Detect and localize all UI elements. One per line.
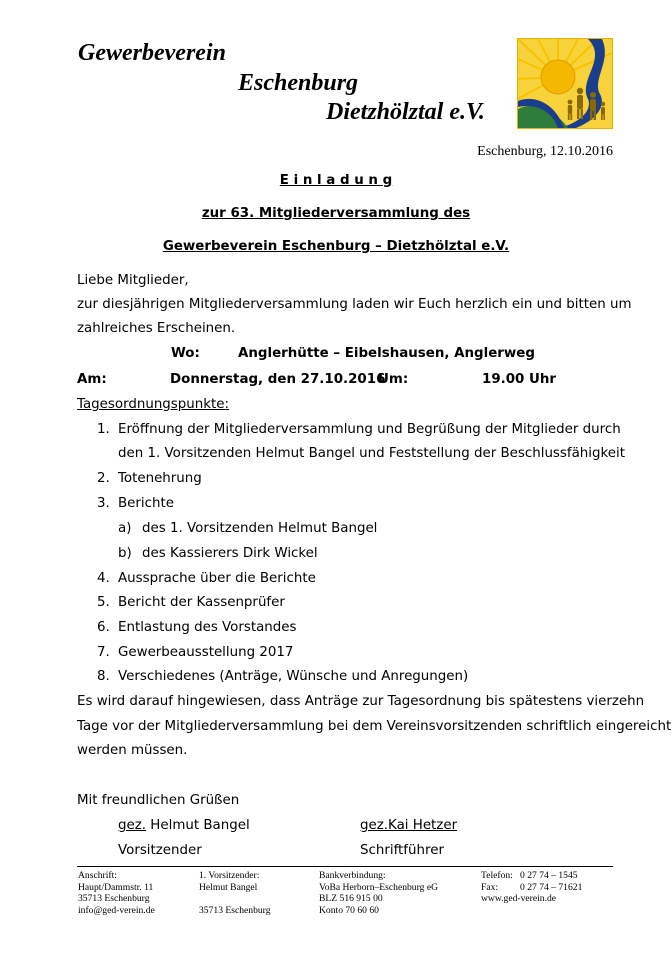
footer-chairman-blank	[199, 893, 271, 905]
role-chairman: Vorsitzender	[118, 843, 202, 858]
org-name-line1: Gewerbeverein	[78, 40, 226, 66]
footer-address	[78, 870, 155, 916]
letter-date: Eschenburg, 12.10.2016	[477, 144, 613, 159]
date-value: Donnerstag, den 27.10.2016	[170, 372, 386, 387]
agenda-item-text: Verschiedenes (Anträge, Wünsche und Anregungen)	[118, 669, 469, 684]
notice-line-2: Tage vor der Mitgliederversammlung bei dem Vereinsvorsitzenden schriftlich eingereicht	[77, 719, 672, 734]
time-value: 19.00 Uhr	[482, 372, 557, 387]
document-subtitle: zur 63. Mitgliederversammlung des	[201, 206, 471, 221]
date-label: Am:	[77, 372, 107, 387]
footer-email: info@ged-verein.de	[78, 904, 155, 916]
agenda-item-text: Berichte	[118, 496, 174, 511]
agenda-heading: Tagesordnungspunkte:	[77, 397, 230, 412]
agenda-item-number: 1.	[97, 422, 110, 437]
footer-phone	[481, 870, 582, 882]
agenda-item-number: 2.	[97, 471, 110, 486]
signature-secretary: gez.Kai Hetzer	[360, 818, 458, 833]
footer-phone-value: 0 27 74 – 1545	[520, 870, 578, 881]
signature-chairman-name: Helmut Bangel	[146, 818, 250, 833]
agenda-subitem-text: des Kassierers Dirk Wickel	[142, 546, 318, 561]
time-label: Um:	[378, 372, 409, 387]
org-name-line3: Dietzhölztal e.V.	[326, 99, 485, 125]
notice-line-1: Es wird darauf hingewiesen, dass Anträge zur Tagesordnung bis spätestens vierzehn	[77, 694, 645, 709]
agenda-item-text: Eröffnung der Mitgliederversammlung und Begrüßung der Mitglieder durch	[118, 422, 621, 437]
footer-website: www.ged-verein.de	[481, 893, 557, 904]
salutation: Liebe Mitglieder,	[77, 273, 189, 288]
notice-line-3: werden müssen.	[77, 743, 188, 758]
footer-chairman-city: 35713 Eschenburg	[199, 904, 271, 916]
footer-phone-label: Telefon:	[481, 870, 513, 881]
footer-bank-blz: BLZ 516 915 00	[319, 893, 383, 904]
closing-greeting: Mit freundlichen Grüßen	[77, 793, 240, 808]
footer-bank-account: Konto 70 60 60	[319, 904, 379, 916]
sun-road-family-logo	[517, 38, 613, 129]
footer-bank-label: Bankverbindung:	[319, 870, 386, 881]
agenda-item-text: Gewerbeausstellung 2017	[118, 645, 294, 660]
location-label: Wo:	[171, 346, 200, 361]
footer-contact	[481, 870, 582, 905]
footer-address-label: Anschrift:	[78, 870, 117, 881]
agenda-subitem-text: des 1. Vorsitzenden Helmut Bangel	[142, 521, 378, 536]
footer-fax-value: 0 27 74 – 71621	[520, 881, 583, 893]
footer-chairman-name: Helmut Bangel	[199, 881, 258, 893]
agenda-item-number: 5.	[97, 595, 110, 610]
footer-address-street: Haupt/Dammstr. 11	[78, 881, 154, 893]
agenda-item-text: Bericht der Kassenprüfer	[118, 595, 285, 610]
footer-fax-label: Fax:	[481, 881, 499, 893]
footer-divider	[77, 866, 613, 867]
agenda-item-number: 7.	[97, 645, 110, 660]
association-name: Gewerbeverein Eschenburg – Dietzhölztal e.V.	[162, 239, 510, 254]
role-secretary: Schriftführer	[360, 843, 444, 858]
footer-bank	[319, 870, 438, 916]
intro-line-2: zahlreiches Erscheinen.	[77, 321, 236, 336]
agenda-item-number: 8.	[97, 669, 110, 684]
footer-fax	[481, 882, 582, 894]
footer-chairman-label: 1. Vorsitzender:	[199, 870, 260, 881]
signature-gez: gez.	[118, 818, 147, 833]
agenda-subitem-label: b)	[118, 546, 132, 561]
footer-address-city: 35713 Eschenburg	[78, 893, 150, 904]
location-value: Anglerhütte – Eibelshausen, Anglerweg	[238, 346, 535, 361]
footer-chairman	[199, 870, 271, 916]
agenda-item-number: 4.	[97, 571, 110, 586]
agenda-item-number: 6.	[97, 620, 110, 635]
agenda-item-number: 3.	[97, 496, 110, 511]
org-name-line2: Eschenburg	[238, 70, 359, 96]
agenda-item-text: Aussprache über die Berichte	[118, 571, 316, 586]
signature-chairman	[118, 818, 250, 833]
document-title: E i n l a d u n g	[279, 173, 393, 188]
agenda-subitem-label: a)	[118, 521, 132, 536]
agenda-item-text: Entlastung des Vorstandes	[118, 620, 297, 635]
agenda-item-continuation: den 1. Vorsitzenden Helmut Bangel und Feststellung der Beschlussfähigkeit	[118, 446, 625, 461]
agenda-item-text: Totenehrung	[118, 471, 202, 486]
logo-graphic	[518, 39, 612, 128]
intro-line-1: zur diesjährigen Mitgliederversammlung laden wir Euch herzlich ein und bitten um	[77, 297, 632, 312]
footer-bank-name: VoBa Herborn–Eschenburg eG	[319, 881, 439, 893]
